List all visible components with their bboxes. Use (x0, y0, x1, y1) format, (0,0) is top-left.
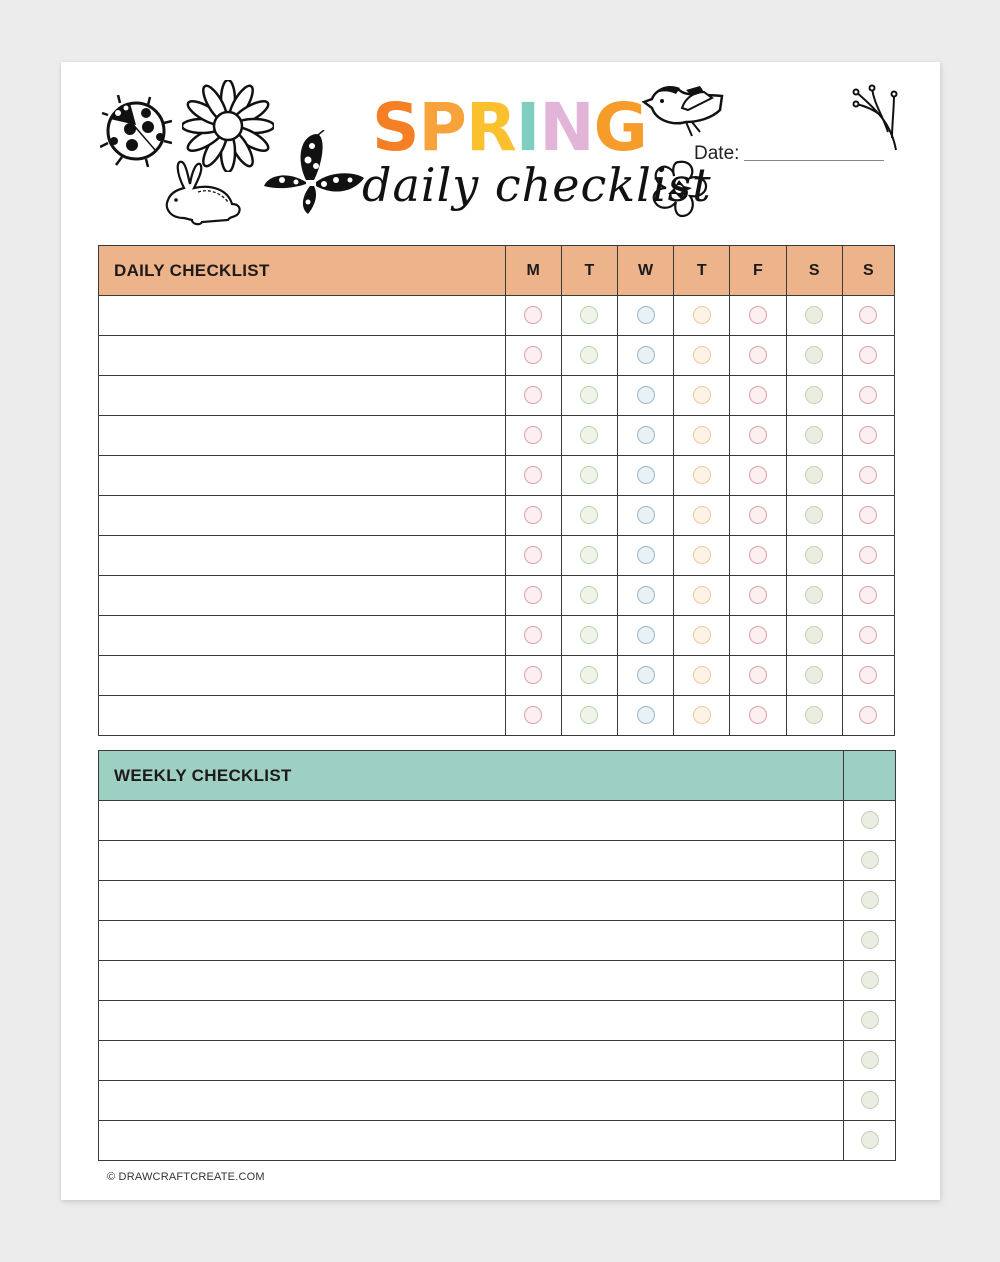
checkbox-circle[interactable] (580, 626, 598, 644)
checkbox-circle[interactable] (749, 346, 767, 364)
checkbox-circle[interactable] (693, 546, 711, 564)
checkbox-circle[interactable] (693, 346, 711, 364)
daily-task-field[interactable] (99, 376, 506, 416)
day-check-cell (786, 456, 842, 496)
checkbox-circle[interactable] (637, 466, 655, 484)
daily-task-field[interactable] (99, 696, 506, 736)
checkbox-circle[interactable] (861, 891, 879, 909)
checkbox-circle[interactable] (749, 506, 767, 524)
checkbox-circle[interactable] (637, 586, 655, 604)
day-check-cell (842, 696, 894, 736)
day-check-cell (786, 536, 842, 576)
day-check-cell (786, 656, 842, 696)
checkbox-circle[interactable] (580, 506, 598, 524)
title-letter: I (515, 89, 540, 166)
day-check-cell (674, 496, 730, 536)
bunny-icon (162, 158, 244, 228)
day-check-cell (730, 456, 786, 496)
checkbox-circle[interactable] (749, 706, 767, 724)
checkbox-circle[interactable] (693, 666, 711, 684)
checkbox-circle[interactable] (859, 306, 877, 324)
daily-task-row (99, 696, 895, 736)
checkbox-circle[interactable] (580, 346, 598, 364)
day-check-cell (505, 416, 561, 456)
day-header: S (842, 246, 894, 296)
day-check-cell (730, 496, 786, 536)
weekly-task-field[interactable] (99, 881, 844, 921)
day-header: M (505, 246, 561, 296)
daily-task-field[interactable] (99, 456, 506, 496)
checkbox-circle[interactable] (693, 306, 711, 324)
checkbox-circle[interactable] (580, 586, 598, 604)
checkbox-circle[interactable] (524, 626, 542, 644)
checkbox-circle[interactable] (524, 426, 542, 444)
day-check-cell (617, 536, 673, 576)
day-check-cell (505, 456, 561, 496)
checkbox-circle[interactable] (749, 306, 767, 324)
title-letter: N (539, 89, 594, 166)
checkbox-circle[interactable] (749, 546, 767, 564)
day-check-cell (561, 336, 617, 376)
day-check-cell (505, 576, 561, 616)
weekly-check-cell (844, 801, 896, 841)
day-header: T (674, 246, 730, 296)
day-check-cell (674, 456, 730, 496)
daily-task-row (99, 456, 895, 496)
checkbox-circle[interactable] (580, 426, 598, 444)
checkbox-circle[interactable] (637, 706, 655, 724)
checkbox-circle[interactable] (693, 706, 711, 724)
checkbox-circle[interactable] (524, 706, 542, 724)
day-header: T (561, 246, 617, 296)
day-check-cell (730, 376, 786, 416)
day-check-cell (842, 616, 894, 656)
daily-task-row (99, 656, 895, 696)
day-check-cell (674, 576, 730, 616)
day-check-cell (505, 496, 561, 536)
weekly-check-cell (844, 1081, 896, 1121)
day-check-cell (617, 416, 673, 456)
checkbox-circle[interactable] (805, 706, 823, 724)
day-check-cell (617, 696, 673, 736)
checkbox-circle[interactable] (859, 346, 877, 364)
weekly-task-field[interactable] (99, 1121, 844, 1161)
weekly-checklist-title: WEEKLY CHECKLIST (99, 751, 844, 801)
date-field[interactable] (744, 160, 884, 161)
checkbox-circle[interactable] (693, 586, 711, 604)
day-check-cell (505, 696, 561, 736)
day-check-cell (617, 616, 673, 656)
checkbox-circle[interactable] (637, 346, 655, 364)
checkbox-circle[interactable] (524, 466, 542, 484)
checkbox-circle[interactable] (861, 1011, 879, 1029)
checkbox-circle[interactable] (805, 306, 823, 324)
checkbox-circle[interactable] (859, 666, 877, 684)
checkbox-circle[interactable] (637, 666, 655, 684)
day-check-cell (561, 296, 617, 336)
weekly-task-field[interactable] (99, 1001, 844, 1041)
daily-task-field[interactable] (99, 416, 506, 456)
day-check-cell (674, 296, 730, 336)
daily-checklist-table (98, 245, 895, 736)
checkbox-circle[interactable] (859, 386, 877, 404)
date-label: Date: (694, 143, 740, 164)
checkbox-circle[interactable] (693, 506, 711, 524)
day-check-cell (842, 376, 894, 416)
checkbox-circle[interactable] (693, 626, 711, 644)
day-check-cell (842, 576, 894, 616)
day-check-cell (730, 616, 786, 656)
weekly-check-cell (844, 1041, 896, 1081)
daily-task-field[interactable] (99, 616, 506, 656)
weekly-checklist-table (98, 750, 896, 1161)
weekly-check-cell (844, 961, 896, 1001)
day-check-cell (786, 416, 842, 456)
daily-task-row (99, 376, 895, 416)
checkbox-circle[interactable] (749, 386, 767, 404)
checkbox-circle[interactable] (859, 466, 877, 484)
weekly-task-row (99, 1041, 896, 1081)
day-check-cell (730, 536, 786, 576)
checkbox-circle[interactable] (861, 971, 879, 989)
day-check-cell (561, 376, 617, 416)
day-check-cell (730, 296, 786, 336)
day-check-cell (674, 656, 730, 696)
daily-task-field[interactable] (99, 296, 506, 336)
weekly-task-row (99, 881, 896, 921)
day-check-cell (842, 336, 894, 376)
day-check-cell (730, 576, 786, 616)
weekly-task-row (99, 1001, 896, 1041)
day-check-cell (561, 456, 617, 496)
checkbox-circle[interactable] (524, 506, 542, 524)
checkbox-circle[interactable] (805, 506, 823, 524)
weekly-task-field[interactable] (99, 801, 844, 841)
page-title (372, 89, 647, 166)
day-check-cell (561, 576, 617, 616)
day-check-cell (842, 656, 894, 696)
day-check-cell (505, 656, 561, 696)
day-check-cell (617, 336, 673, 376)
checkbox-circle[interactable] (580, 306, 598, 324)
checkbox-circle[interactable] (859, 506, 877, 524)
daily-task-field[interactable] (99, 536, 506, 576)
daily-task-row (99, 576, 895, 616)
checkbox-circle[interactable] (524, 346, 542, 364)
day-check-cell (617, 656, 673, 696)
day-check-cell (561, 656, 617, 696)
day-check-cell (730, 656, 786, 696)
title-letter: P (418, 89, 466, 166)
weekly-check-cell (844, 881, 896, 921)
checkbox-circle[interactable] (524, 546, 542, 564)
day-check-cell (842, 416, 894, 456)
day-check-cell (786, 576, 842, 616)
checkbox-circle[interactable] (861, 1131, 879, 1149)
title-letter: G (593, 89, 647, 166)
daily-task-row (99, 496, 895, 536)
day-check-cell (505, 376, 561, 416)
day-check-cell (561, 536, 617, 576)
checkbox-circle[interactable] (861, 1051, 879, 1069)
day-check-cell (842, 496, 894, 536)
checkbox-circle[interactable] (859, 626, 877, 644)
checkbox-circle[interactable] (805, 386, 823, 404)
day-check-cell (561, 496, 617, 536)
day-check-cell (730, 696, 786, 736)
checkbox-circle[interactable] (637, 426, 655, 444)
checkbox-circle[interactable] (861, 1091, 879, 1109)
checkbox-circle[interactable] (524, 386, 542, 404)
page-subtitle: daily checklist (362, 158, 712, 212)
checkbox-circle[interactable] (805, 346, 823, 364)
checkbox-circle[interactable] (580, 546, 598, 564)
weekly-task-field[interactable] (99, 1081, 844, 1121)
weekly-task-field[interactable] (99, 1041, 844, 1081)
checkbox-circle[interactable] (637, 306, 655, 324)
day-check-cell (674, 696, 730, 736)
title-letter: R (465, 89, 516, 166)
day-check-cell (730, 416, 786, 456)
checkbox-circle[interactable] (805, 666, 823, 684)
weekly-task-field[interactable] (99, 841, 844, 881)
checkbox-circle[interactable] (859, 586, 877, 604)
day-check-cell (674, 416, 730, 456)
weekly-check-header (844, 751, 896, 801)
checkbox-circle[interactable] (859, 706, 877, 724)
weekly-task-row (99, 961, 896, 1001)
checkbox-circle[interactable] (749, 666, 767, 684)
day-check-cell (561, 616, 617, 656)
checkbox-circle[interactable] (637, 386, 655, 404)
day-header: S (786, 246, 842, 296)
day-check-cell (786, 336, 842, 376)
checkbox-circle[interactable] (861, 851, 879, 869)
checkbox-circle[interactable] (524, 306, 542, 324)
day-check-cell (786, 376, 842, 416)
butterfly-icon (256, 130, 366, 218)
day-check-cell (674, 536, 730, 576)
daily-task-row (99, 296, 895, 336)
checkbox-circle[interactable] (524, 586, 542, 604)
day-check-cell (561, 696, 617, 736)
checkbox-circle[interactable] (637, 506, 655, 524)
day-header: F (730, 246, 786, 296)
day-check-cell (674, 376, 730, 416)
checkbox-circle[interactable] (805, 626, 823, 644)
checkbox-circle[interactable] (693, 426, 711, 444)
day-check-cell (505, 296, 561, 336)
checkbox-circle[interactable] (524, 666, 542, 684)
checkbox-circle[interactable] (580, 386, 598, 404)
daily-header-row (99, 246, 895, 296)
checkbox-circle[interactable] (637, 546, 655, 564)
day-check-cell (617, 296, 673, 336)
day-check-cell (730, 336, 786, 376)
day-check-cell (617, 496, 673, 536)
daily-task-row (99, 616, 895, 656)
daily-task-row (99, 416, 895, 456)
day-check-cell (786, 616, 842, 656)
bird-icon (642, 82, 726, 140)
checkbox-circle[interactable] (580, 706, 598, 724)
weekly-task-row (99, 921, 896, 961)
copyright-footer: © DRAWCRAFTCREATE.COM (107, 1171, 265, 1183)
checkbox-circle[interactable] (805, 426, 823, 444)
day-check-cell (505, 616, 561, 656)
checkbox-circle[interactable] (861, 931, 879, 949)
day-check-cell (842, 296, 894, 336)
daily-task-field[interactable] (99, 576, 506, 616)
day-header: W (617, 246, 673, 296)
weekly-task-row (99, 841, 896, 881)
checkbox-circle[interactable] (859, 426, 877, 444)
day-check-cell (617, 576, 673, 616)
weekly-check-cell (844, 921, 896, 961)
day-check-cell (786, 296, 842, 336)
weekly-task-row (99, 1121, 896, 1161)
ladybug-icon (100, 95, 172, 167)
day-check-cell (505, 336, 561, 376)
checkbox-circle[interactable] (749, 626, 767, 644)
day-check-cell (842, 536, 894, 576)
checkbox-circle[interactable] (580, 666, 598, 684)
daily-task-field[interactable] (99, 336, 506, 376)
daily-task-field[interactable] (99, 656, 506, 696)
checkbox-circle[interactable] (637, 626, 655, 644)
checkbox-circle[interactable] (580, 466, 598, 484)
checkbox-circle[interactable] (693, 386, 711, 404)
weekly-task-field[interactable] (99, 921, 844, 961)
day-check-cell (561, 416, 617, 456)
day-check-cell (842, 456, 894, 496)
daily-checklist-title: DAILY CHECKLIST (99, 246, 506, 296)
checkbox-circle[interactable] (805, 466, 823, 484)
day-check-cell (617, 376, 673, 416)
daily-task-row (99, 536, 895, 576)
day-check-cell (786, 496, 842, 536)
weekly-check-cell (844, 1121, 896, 1161)
day-check-cell (674, 336, 730, 376)
daily-task-row (99, 336, 895, 376)
checkbox-circle[interactable] (749, 586, 767, 604)
weekly-check-cell (844, 841, 896, 881)
weekly-task-field[interactable] (99, 961, 844, 1001)
checkbox-circle[interactable] (693, 466, 711, 484)
checkbox-circle[interactable] (805, 586, 823, 604)
weekly-task-row (99, 801, 896, 841)
day-check-cell (505, 536, 561, 576)
day-check-cell (786, 696, 842, 736)
weekly-task-row (99, 1081, 896, 1121)
title-letter: S (372, 89, 419, 166)
checkbox-circle[interactable] (861, 811, 879, 829)
day-check-cell (674, 616, 730, 656)
day-check-cell (617, 456, 673, 496)
checkbox-circle[interactable] (859, 546, 877, 564)
weekly-header-row (99, 751, 896, 801)
branch-icon (852, 84, 904, 152)
weekly-check-cell (844, 1001, 896, 1041)
checkbox-circle[interactable] (749, 466, 767, 484)
daily-task-field[interactable] (99, 496, 506, 536)
checkbox-circle[interactable] (805, 546, 823, 564)
checkbox-circle[interactable] (749, 426, 767, 444)
